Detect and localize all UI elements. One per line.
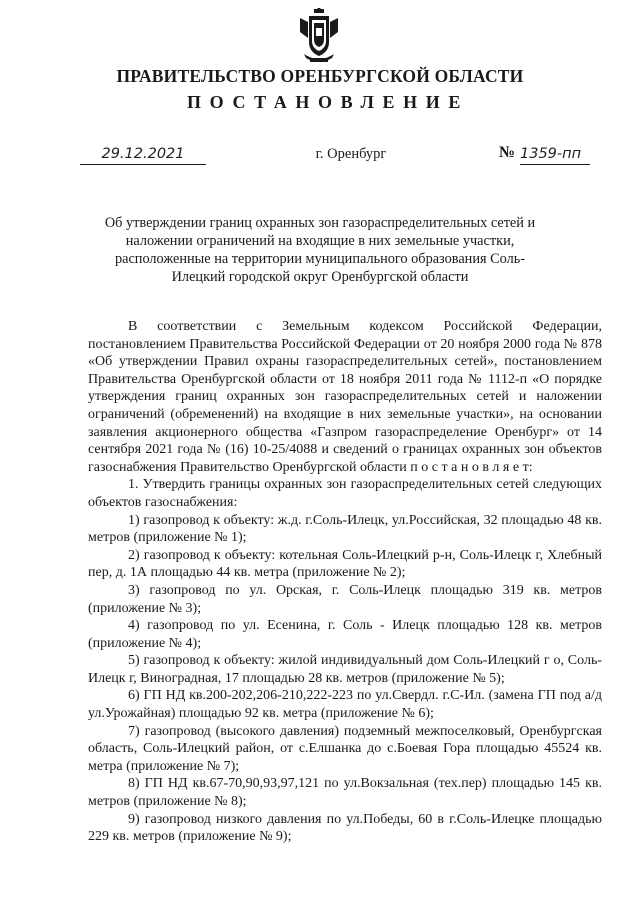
document-body xyxy=(88,318,602,846)
preamble-paragraph: В соответствии с Земельным кодексом Российской Федерации, постановлением Правительства Российской Федерации от 20 ноября 2000 года № 878 «Об утверждении Правил охраны газораспределительных сетей», постановлением Правительства Оренбургской области от 18 ноября 2011 года № 1112-п «О порядке утверждения границ охранных зон газораспределительных сетей и наложении ограничений (обременений) на входящие в них земельные участки», на основании заявления акционерного общества «Газпром газораспределение Оренбург» от 14 сентября 2021 года № (16) 10-25/4088 и сведений о границах охранных зон объектов газоснабжения Правительство Оренбургской области п о с т а н о в л я е т: xyxy=(88,319,602,475)
list-item: 3) газопровод по ул. Орская, г. Соль-Илецк площадью 319 кв. метров (приложение № 3); xyxy=(88,582,602,616)
coat-of-arms-icon xyxy=(296,8,342,64)
number-sign: № xyxy=(499,144,516,161)
list-item: 2) газопровод к объекту: котельная Соль-Илецкий р-н, Соль-Илецк г, Хлебный пер, д. 1А площадью 44 кв. метра (приложение № 2); xyxy=(88,547,602,581)
list-item: 5) газопровод к объекту: жилой индивидуальный дом Соль-Илецкий г о, Соль-Илецк г, Виноградная, 17 площадью 28 кв. метров (приложение № 5); xyxy=(88,653,602,686)
list-item: 7) газопровод (высокого давления) подземный межпоселковый, Оренбургская область, Соль-Илецкий район, от с.Елшанка до с.Боевая Гора площадью 45524 кв. метра (приложение № 7); xyxy=(88,723,602,774)
document-number: 1359-пп xyxy=(520,144,590,165)
list-item: 1) газопровод к объекту: ж.д. г.Соль-Илецк, ул.Российская, 32 площадью 48 кв. метров (приложение № 1); xyxy=(88,512,602,546)
document-type-title: ПОСТАНОВЛЕНИЕ xyxy=(187,92,469,112)
list-item: 9) газопровод низкого давления по ул.Победы, 60 в г.Соль-Илецке площадью 229 кв. метров (приложение № 9); xyxy=(88,811,602,845)
document-subject: Об утверждении границ охранных зон газораспределительных сетей и наложении ограничений на входящие в них земельные участки, расположенные на территории муниципального образования Соль-Илецкий городской округ Оренбургской области xyxy=(104,215,536,285)
clause-paragraph: 1. Утвердить границы охранных зон газораспределительных сетей следующих объектов газоснабжения: xyxy=(88,477,602,510)
list-item: 8) ГП НД кв.67-70,90,93,97,121 по ул.Вокзальная (тех.пер) площадью 145 кв. метров (приложение № 8); xyxy=(88,776,602,810)
list-item: 4) газопровод по ул. Есенина, г. Соль - Илецк площадью 128 кв. метров (приложение № 4); xyxy=(88,618,602,651)
document-city: г. Оренбург xyxy=(315,146,387,162)
organization-title: ПРАВИТЕЛЬСТВО ОРЕНБУРГСКОЙ ОБЛАСТИ xyxy=(116,66,524,86)
document-date: 29.12.2021 xyxy=(80,144,206,165)
list-item: 6) ГП НД кв.200-202,206-210,222-223 по ул.Свердл. г.С-Ил. (замена ГП под а/д ул.Урожайная) площадью 92 кв. метра (приложение № 6); xyxy=(88,688,602,722)
